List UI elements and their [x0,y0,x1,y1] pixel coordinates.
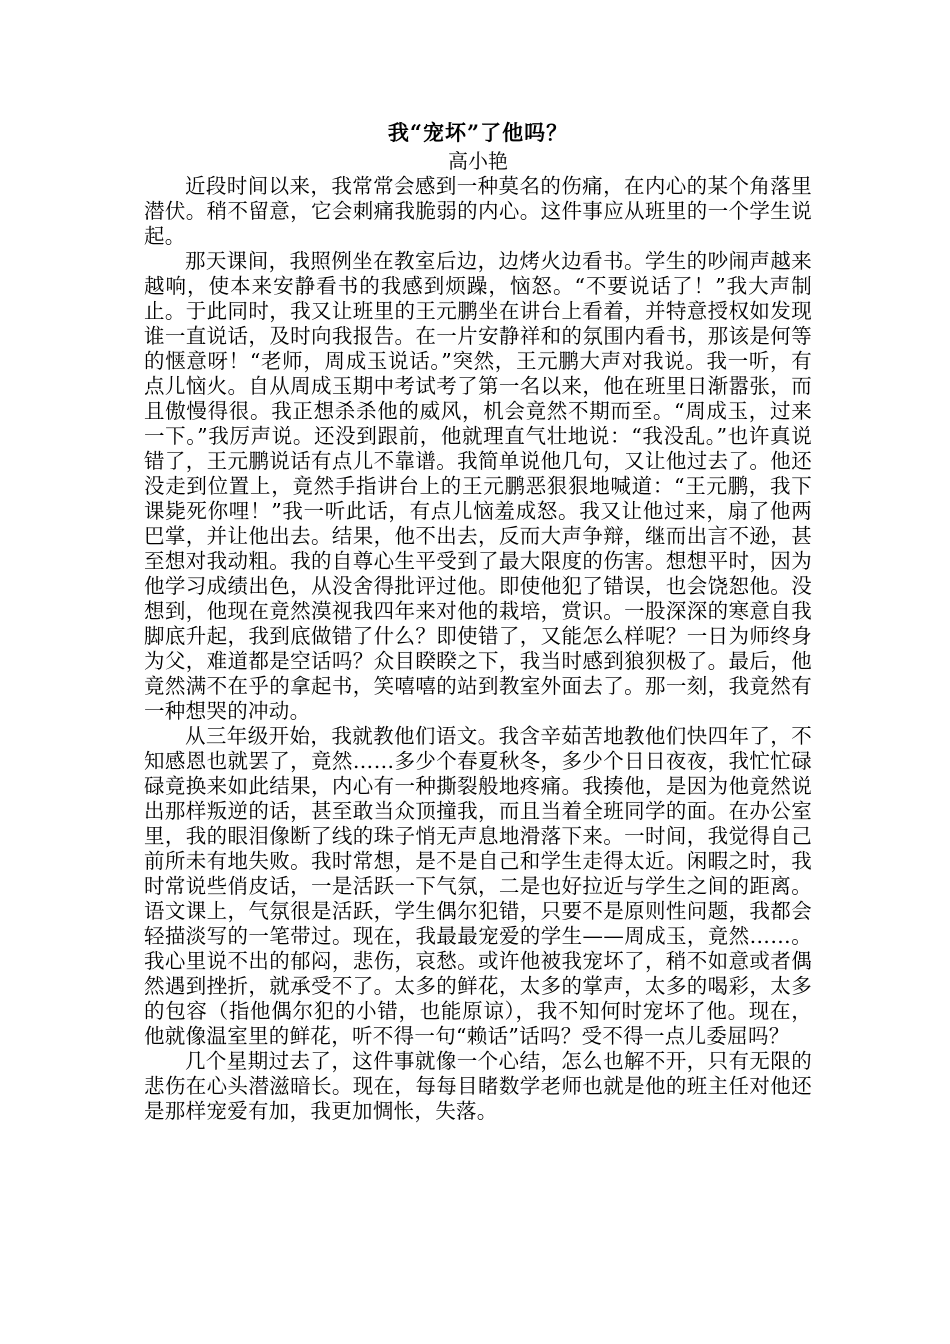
document-title: 我“宠坏”了他吗？ [387,120,569,145]
paragraph-2: 那天课间，我照例坐在教室后边，边烤火边看书。学生的吵闹声越来越响，使本来安静看书的我感到烦躁，恼怒。“不要说话了！”我大声制止。于此同时，我又让班里的王元鹏坐在讲台上看着，并特意授权如发现谁一直说话，及时向我报告。在一片安静祥和的氛围内看书，那该是何等的惬意呀！“老师，周成玉说话。”突然，王元鹏大声对我说。我一听，有点儿恼火。自从周成玉期中考试考了第一名以来，他在班里日渐嚣张，而且傲慢得很。我正想杀杀他的威风，机会竟然不期而至。“周成玉，过来一下。”我厉声说。还没到跟前，他就理直气壮地说：“我没乱。”也许真说错了，王元鹏说话有点儿不靠谱。我简单说他几句，又让他过去了。他还没走到位置上，竟然手指讲台上的王元鹏恶狠狠地喊道：“王元鹏，我下课毙死你哩！”我一听此话，有点儿恼羞成怒。我又让他过来，扇了他两巴掌，并让他出去。结果，他不出去，反而大声争辩，继而出言不逊，甚至想对我动粗。我的自尊心生平受到了最大限度的伤害。想想平时，因为他学习成绩出色，从没舍得批评过他。即使他犯了错误，也会饶恕他。没想到，他现在竟然漠视我四年来对他的栽培，赏识。一股深深的寒意自我脚底升起，我到底做错了什么？即使错了，又能怎么样呢？一日为师终身为父，难道都是空话吗？众目睽睽之下，我当时感到狼狈极了。最后，他竟然满不在乎的拿起书，笑嘻嘻的站到教室外面去了。那一刻，我竟然有一种想哭的冲动。 [144,249,812,723]
paragraph-3: 从三年级开始，我就教他们语文。我含辛茹苦地教他们快四年了，不知感恩也就罢了，竟然……多少个春夏秋冬，多少个日日夜夜，我忙忙碌碌竟换来如此结果，内心有一种撕裂般地疼痛。我揍他，是因为他竟然说出那样叛逆的话，甚至敢当众顶撞我，而且当着全班同学的面。在办公室里，我的眼泪像断了线的珠子悄无声息地滑落下来。一时间，我觉得自己前所未有地失败。我时常想，是不是自己和学生走得太近。闲暇之时，我时常说些俏皮话，一是活跃一下气氛，二是也好拉近与学生之间的距离。语文课上，气氛很是活跃，学生偶尔犯错，只要不是原则性问题，我都会轻描淡写的一笔带过。现在，我最最宠爱的学生——周成玉，竟然……。我心里说不出的郁闷，悲伤，哀愁。或许他被我宠坏了，稍不如意或者偶然遇到挫折，就承受不了。太多的鲜花，太多的掌声，太多的喝彩，太多的包容（指他偶尔犯的小错，也能原谅），我不知何时宠坏了他。现在，他就像温室里的鲜花，听不得一句“赖话”话吗？受不得一点儿委屈吗？ [144,724,812,1048]
document-page [144,118,812,1124]
paragraph-1: 近段时间以来，我常常会感到一种莫名的伤痛，在内心的某个角落里潜伏。稍不留意，它会刺痛我脆弱的内心。这件事应从班里的一个学生说起。 [144,174,812,248]
paragraph-4: 几个星期过去了，这件事就像一个心结，怎么也解不开，只有无限的悲伤在心头潜滋暗长。现在，每每目睹数学老师也就是他的班主任对他还是那样宠爱有加，我更加惆怅，失落。 [144,1049,812,1123]
document-author: 高小艳 [448,149,508,173]
